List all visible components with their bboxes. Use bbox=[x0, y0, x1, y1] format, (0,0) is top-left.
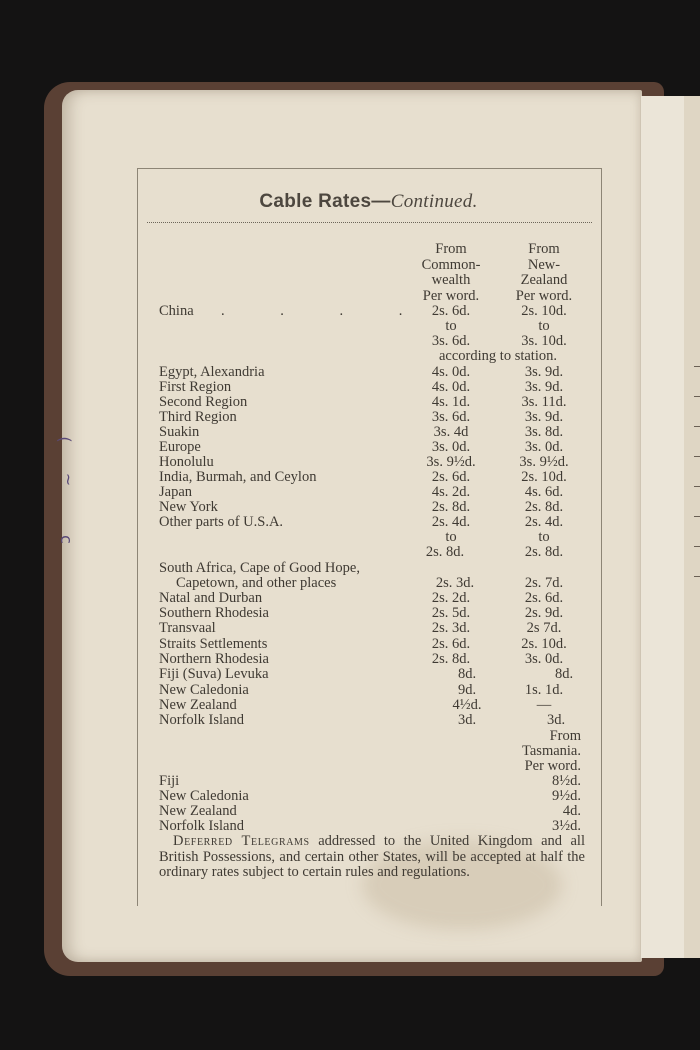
header-row bbox=[159, 288, 589, 304]
header-row bbox=[159, 257, 589, 273]
rate-new-zealand: 8d. bbox=[554, 666, 574, 682]
title-continued: Continued. bbox=[390, 191, 478, 212]
table-row bbox=[159, 454, 589, 470]
pencil-mark-icon: c bbox=[56, 535, 76, 544]
page-gutter bbox=[640, 96, 685, 958]
rate-new-zealand: 2s. 10d. bbox=[521, 636, 567, 652]
rate-commonwealth: 2s. 3d. bbox=[431, 620, 471, 636]
country-name: Third Region bbox=[159, 409, 237, 425]
country-name: Transvaal bbox=[159, 620, 216, 636]
header-row bbox=[159, 272, 589, 288]
country-name: Egypt, Alexandria bbox=[159, 364, 265, 380]
country-name: New Caledonia bbox=[159, 788, 249, 804]
range-to: to bbox=[538, 529, 550, 545]
page-title bbox=[137, 191, 600, 213]
rate-new-zealand: 2s. 8d. bbox=[524, 499, 564, 515]
rate-new-zealand: 3s. 9d. bbox=[524, 379, 564, 395]
table-row bbox=[159, 514, 589, 530]
rate-commonwealth: 3s. 6d. bbox=[431, 333, 471, 349]
table-row bbox=[159, 424, 589, 440]
table-row bbox=[159, 544, 589, 560]
table-row bbox=[159, 439, 589, 455]
rate-commonwealth: 9d. bbox=[457, 682, 477, 698]
country-name: India, Burmah, and Ceylon bbox=[159, 469, 317, 485]
rate-new-zealand: 2s. 9d. bbox=[524, 605, 564, 621]
country-name: South Africa, Cape of Good Hope, bbox=[159, 560, 360, 576]
table-row bbox=[159, 605, 589, 621]
table-row bbox=[159, 469, 589, 485]
table-row bbox=[159, 379, 589, 395]
country-name: Japan bbox=[159, 484, 193, 500]
col-tasmania-header: From bbox=[549, 728, 581, 744]
table-row bbox=[159, 773, 589, 789]
table-row bbox=[159, 560, 589, 576]
table-row bbox=[159, 575, 589, 591]
rate-commonwealth: 3s. 0d. bbox=[431, 439, 471, 455]
header-row bbox=[159, 758, 589, 774]
rate-commonwealth: 2s. 8d. bbox=[431, 651, 471, 667]
china-note: according to station. bbox=[439, 348, 557, 364]
rate-new-zealand: — bbox=[536, 697, 552, 713]
col-tasmania-header: Per word. bbox=[524, 758, 581, 774]
country-name: Other parts of U.S.A. bbox=[159, 514, 284, 530]
facing-page-tick bbox=[694, 366, 700, 367]
table-row bbox=[159, 484, 589, 500]
table-row bbox=[159, 666, 589, 682]
table-row bbox=[159, 682, 589, 698]
table-row bbox=[159, 529, 589, 545]
rate-commonwealth: 2s. 6d. bbox=[431, 636, 471, 652]
rate-new-zealand: 3d. bbox=[546, 712, 566, 728]
table-row bbox=[159, 499, 589, 515]
rate-tasmania: 3½d. bbox=[552, 818, 581, 834]
rate-commonwealth: 3s. 6d. bbox=[431, 409, 471, 425]
col2-header: Per word. bbox=[422, 288, 480, 304]
table-row bbox=[159, 636, 589, 652]
rate-commonwealth: 2s. 8d. bbox=[425, 544, 465, 560]
rate-commonwealth: 2s. 8d. bbox=[431, 499, 471, 515]
table-row bbox=[159, 712, 589, 728]
title-main: Cable Rates— bbox=[259, 191, 391, 212]
table-row bbox=[159, 348, 589, 364]
rate-tasmania: 9½d. bbox=[552, 788, 581, 804]
rate-commonwealth: 2s. 4d. bbox=[431, 514, 471, 530]
rate-new-zealand: 3s. 9d. bbox=[524, 364, 564, 380]
col2-header: wealth bbox=[431, 272, 471, 288]
note-lead: Deferred Telegrams bbox=[173, 833, 310, 849]
rate-commonwealth: 2s. 3d. bbox=[435, 575, 475, 591]
facing-page-tick bbox=[694, 516, 700, 517]
note-text: addressed to the United Kingdom and all British Possessions, and certain other States, will be accepted at half the ordinary rates subject to certain rules and regulations. bbox=[159, 833, 585, 880]
rate-commonwealth: 4½d. bbox=[452, 697, 482, 713]
rate-new-zealand: 3s. 8d. bbox=[524, 424, 564, 440]
rate-new-zealand: 3s. 9½d. bbox=[519, 454, 569, 470]
deferred-telegrams-note bbox=[159, 834, 585, 881]
table-row bbox=[159, 651, 589, 667]
rate-new-zealand: 1s. 1d. bbox=[524, 682, 564, 698]
leader-dots: . . . . bbox=[221, 303, 429, 319]
col3-header: Per word. bbox=[515, 288, 573, 304]
rate-new-zealand: 3s. 11d. bbox=[521, 394, 567, 410]
rate-new-zealand: 2s. 8d. bbox=[524, 544, 564, 560]
country-name: Fiji bbox=[159, 773, 180, 789]
table-row bbox=[159, 590, 589, 606]
country-name: Natal and Durban bbox=[159, 590, 263, 606]
country-name: Norfolk Island bbox=[159, 712, 244, 728]
rate-commonwealth: 4s. 1d. bbox=[431, 394, 471, 410]
country-name: Second Region bbox=[159, 394, 248, 410]
rate-commonwealth: 2s. 6d. bbox=[431, 469, 471, 485]
title-rule bbox=[147, 222, 592, 223]
col-tasmania-header: Tasmania. bbox=[522, 743, 581, 759]
rate-new-zealand: 2s. 10d. bbox=[521, 469, 567, 485]
table-row bbox=[159, 620, 589, 636]
header-row bbox=[159, 743, 589, 759]
country-name: Straits Settlements bbox=[159, 636, 268, 652]
rate-new-zealand: 2s 7d. bbox=[526, 620, 562, 636]
country-name: New Zealand bbox=[159, 803, 237, 819]
table-row bbox=[159, 394, 589, 410]
rate-commonwealth: 4s. 2d. bbox=[431, 484, 471, 500]
rate-tasmania: 8½d. bbox=[552, 773, 581, 789]
table-row bbox=[159, 818, 589, 834]
country-name: Norfolk Island bbox=[159, 818, 244, 834]
rate-commonwealth: 2s. 6d. bbox=[431, 303, 471, 319]
country-name: Southern Rhodesia bbox=[159, 605, 269, 621]
rate-commonwealth: 2s. 5d. bbox=[431, 605, 471, 621]
pencil-mark-icon: ( bbox=[55, 436, 75, 443]
rate-commonwealth: 8d. bbox=[457, 666, 477, 682]
facing-page-tick bbox=[694, 456, 700, 457]
rate-commonwealth: to bbox=[445, 318, 457, 334]
table-row bbox=[159, 318, 589, 334]
col2-header: From bbox=[435, 241, 467, 257]
rate-commonwealth: 3s. 4d bbox=[433, 424, 469, 440]
rate-new-zealand: 3s. 0d. bbox=[524, 651, 564, 667]
country-name: First Region bbox=[159, 379, 232, 395]
rate-new-zealand: 2s. 4d. bbox=[524, 514, 564, 530]
facing-page-tick bbox=[694, 486, 700, 487]
country-name-cont: Capetown, and other places bbox=[176, 575, 337, 591]
table-row bbox=[159, 788, 589, 804]
country-name: Honolulu bbox=[159, 454, 214, 470]
rate-new-zealand: 2s. 6d. bbox=[524, 590, 564, 606]
col3-header: From bbox=[528, 241, 560, 257]
range-to: to bbox=[445, 529, 457, 545]
table-row bbox=[159, 333, 589, 349]
facing-page-tick bbox=[694, 546, 700, 547]
country-name: Fiji (Suva) Levuka bbox=[159, 666, 269, 682]
table-row bbox=[159, 697, 589, 713]
table-row bbox=[159, 803, 589, 819]
col3-header: Zealand bbox=[520, 272, 568, 288]
rate-tasmania: 4d. bbox=[562, 803, 581, 819]
table-row bbox=[159, 409, 589, 425]
rate-commonwealth: 4s. 0d. bbox=[431, 364, 471, 380]
rate-new-zealand: 3s. 0d. bbox=[524, 439, 564, 455]
country-name: Suakin bbox=[159, 424, 200, 440]
country-name: New Caledonia bbox=[159, 682, 249, 698]
facing-page-tick bbox=[694, 576, 700, 577]
facing-page-tick bbox=[694, 396, 700, 397]
rate-new-zealand: 3s. 10d. bbox=[521, 333, 567, 349]
pencil-mark-icon: ~ bbox=[59, 472, 79, 487]
country-name: China bbox=[159, 303, 194, 319]
header-row bbox=[159, 728, 589, 744]
facing-page-edge bbox=[684, 96, 700, 958]
rate-new-zealand: to bbox=[538, 318, 550, 334]
table-row bbox=[159, 364, 589, 380]
rate-commonwealth: 3s. 9½d. bbox=[426, 454, 476, 470]
header-row bbox=[159, 241, 589, 257]
col3-header: New- bbox=[527, 257, 561, 273]
country-name: Europe bbox=[159, 439, 201, 455]
rate-new-zealand: 2s. 10d. bbox=[521, 303, 567, 319]
rate-new-zealand: 3s. 9d. bbox=[524, 409, 564, 425]
table-row bbox=[159, 303, 589, 319]
facing-page-tick bbox=[694, 426, 700, 427]
rate-new-zealand: 4s. 6d. bbox=[524, 484, 564, 500]
country-name: New York bbox=[159, 499, 218, 515]
rate-commonwealth: 2s. 2d. bbox=[431, 590, 471, 606]
rate-commonwealth: 3d. bbox=[457, 712, 477, 728]
rate-commonwealth: 4s. 0d. bbox=[431, 379, 471, 395]
rate-new-zealand: 2s. 7d. bbox=[524, 575, 564, 591]
country-name: New Zealand bbox=[159, 697, 237, 713]
country-name: Northern Rhodesia bbox=[159, 651, 269, 667]
col2-header: Common- bbox=[421, 257, 481, 273]
